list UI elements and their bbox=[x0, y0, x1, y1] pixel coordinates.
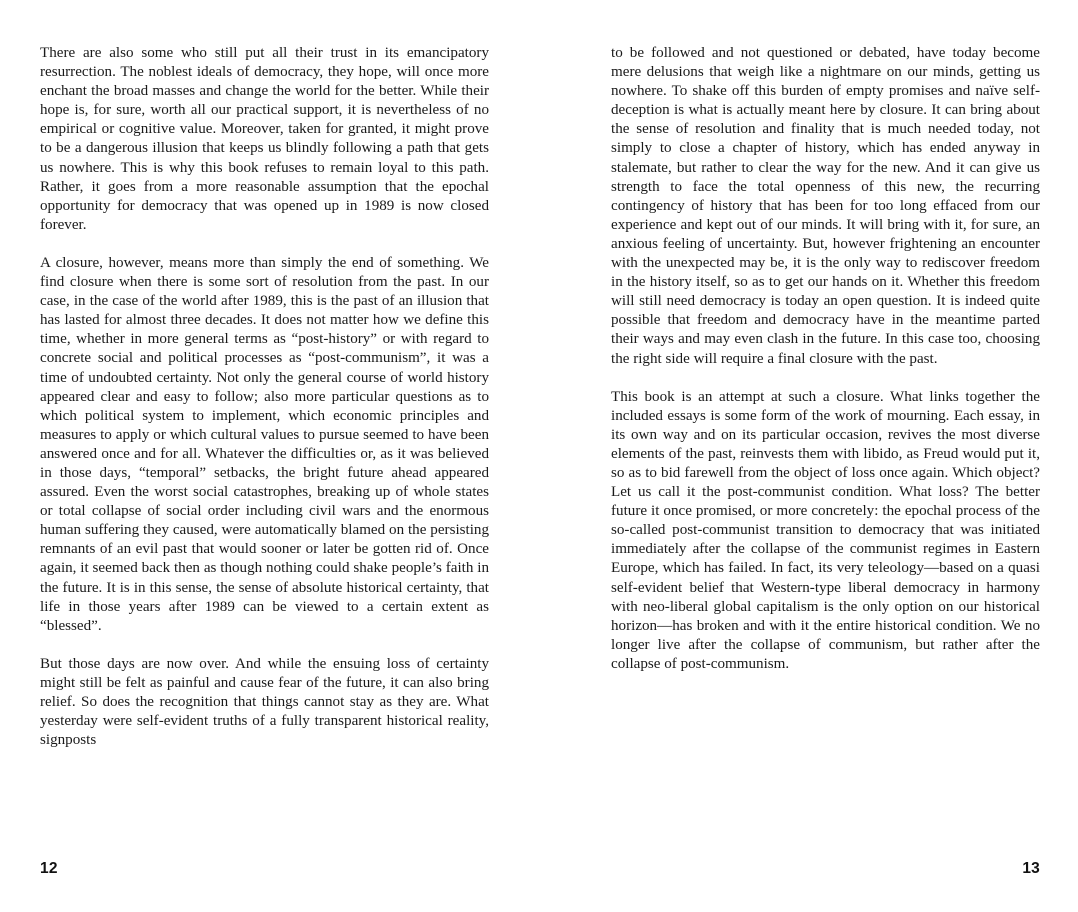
page-number-right: 13 bbox=[1022, 860, 1040, 877]
paragraph: There are also some who still put all their trust in its emancipatory resurrection. The noblest ideals of democracy, they hope, will once more enchant the broad masses and change the world for the better. While their hope is, for sure, worth all our practical support, it is nevertheless of no empirical or cognitive value. Moreover, taken for granted, it might prove to be a dangerous illusion that keeps us blindly following a path that gets us nowhere. This is why this book refuses to remain loyal to this path. Rather, it goes from a more reasonable assumption that the epochal opportunity for democracy that was opened up in 1989 is now closed forever. bbox=[40, 45, 489, 233]
paragraph: A closure, however, means more than simply the end of something. We find closure when there is some sort of resolution from the past. In our case, in the case of the world after 1989, this is the past of an illusion that has lasted for almost three decades. It does not matter how we define this time, whether in more general terms as “post-history” or with regard to concrete social and political processes as “post-communism”, it was a time of undoubted certainty. Not only the general course of world history appeared clear and easy to follow; also more particular questions as to which political system to implement, which economic principles and measures to apply or which cultural values to pursue seemed to have been answered once and for all. Whatever the difficulties or, as it was believed in those days, “temporal” setbacks, the bright future ahead appeared assured. Even the worst social catastrophes, breaking up of whole states or total collapse of social order including civil wars and the enormous human suffering they caused, were automatically blamed on the persisting remnants of an evil past that would sooner or later be gotten rid of. Once again, it seemed back then as though nothing could shake people’s faith in the future. It is in this sense, the sense of absolute historical certainty, that life in those years after 1989 can be viewed to a certain extent as “blessed”. bbox=[40, 254, 489, 634]
left-page-textblock bbox=[40, 44, 489, 750]
paragraph: to be followed and not questioned or debated, have today become mere delusions that weigh like a nightmare on our minds, getting us nowhere. To shake off this burden of empty promises and naïve self-deception is what is actually meant here by closure. It can bring about the sense of resolution and finality that is much needed today, not simply to close a chapter of history, which has ended anyway in stalemate, but rather to clear the way for the new. And it can give us strength to face the total openness of this new, the recurring contingency of history that has been for too long effaced from our experience and kept out of our minds. It will bring with it, for sure, an anxious feeling of uncertainty. But, however frightening an encounter with the unexpected may be, it is the only way to rediscover freedom in the history itself, so as to get our hands on it. Whether this freedom will still need democracy is today an open question. It is indeed quite possible that freedom and democracy have in the meantime parted their ways and may even clash in the future. In this case too, choosing the right side will require a final closure with the past. bbox=[611, 45, 1040, 367]
right-page bbox=[539, 0, 1078, 912]
page-number-left: 12 bbox=[40, 860, 58, 877]
right-page-textblock bbox=[611, 44, 1040, 674]
paragraph: This book is an attempt at such a closure. What links together the included essays is some form of the work of mourning. Each essay, in its own way and on its particular occasion, revives the most diverse elements of the past, reinvests them with libido, as Freud would put it, so as to bid farewell from the object of loss once again. Which object? Let us call it the post-communist condition. What loss? The better future it once promised, or more concretely: the epochal process of the so-called post-communist transition to democracy that was initiated immediately after the collapse of the communist regimes in Eastern Europe, which has failed. In fact, its very teleology—based on a quasi self-evident belief that Western-type liberal democracy in harmony with neo-liberal global capitalism is the only option on our historical horizon—has broken and with it the entire historical condition. We no longer live after the collapse of communism, but rather after the collapse of post-communism. bbox=[611, 388, 1040, 672]
paragraph: But those days are now over. And while the ensuing loss of certainty might still be felt as painful and cause fear of the future, it can also bring relief. So does the recognition that things cannot stay as they are. What yesterday were self-evident truths of a fully transparent historical reality, signposts bbox=[40, 655, 489, 749]
